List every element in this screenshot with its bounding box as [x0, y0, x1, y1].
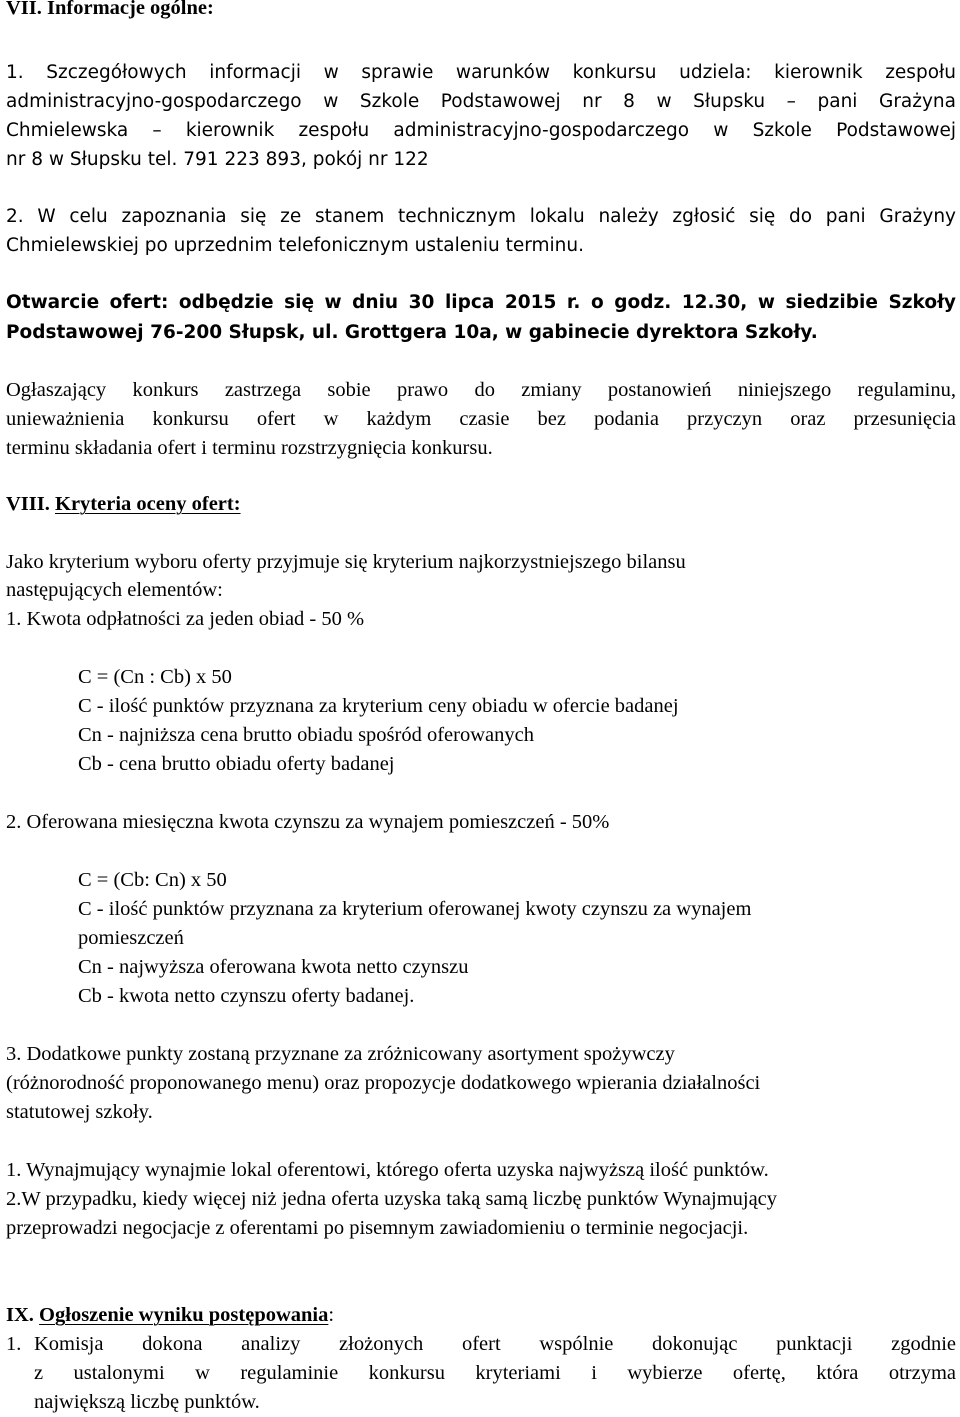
criterion1-formula: C = (Cn : Cb) x 50: [78, 666, 232, 688]
reservation-line1: Ogłaszający konkurs zastrzega sobie prawo do zmiany postanowień niniejszego regulaminu,: [6, 379, 956, 401]
ix-item1-number: 1.: [6, 1333, 22, 1355]
section-viii-title: Kryteria oceny ofert:: [55, 493, 241, 515]
criterion2-def-c-cont: pomieszczeń: [78, 927, 184, 949]
section-viii-number: VIII.: [6, 493, 50, 515]
outcome-line2: 2.W przypadku, kiedy więcej niż jedna oferta uzyska taką samą liczbę punktów Wynajmujący: [6, 1188, 778, 1210]
criterion1-def-cn: Cn - najniższa cena brutto obiadu spośród oferowanych: [78, 724, 534, 746]
section-ix-title: Ogłoszenie wyniku postępowania: [39, 1304, 329, 1326]
ix-item1-line3: największą liczbę punktów.: [34, 1391, 260, 1413]
viii-intro-line2: następujących elementów:: [6, 579, 223, 601]
ix-item1-line1: Komisja dokona analizy złożonych ofert wspólnie dokonując punktacji zgodnie: [34, 1333, 956, 1355]
vii-item2-line1: 2. W celu zapoznania się ze stanem technicznym lokalu należy zgłosić się do pani Grażyny: [6, 206, 956, 227]
criterion2-title: 2. Oferowana miesięczna kwota czynszu za wynajem pomieszczeń - 50%: [6, 811, 610, 833]
criterion2-formula: C = (Cb: Cn) x 50: [78, 869, 227, 891]
criterion3-line3: statutowej szkoły.: [6, 1101, 153, 1123]
reservation-line3: terminu składania ofert i terminu rozstrzygnięcia konkursu.: [6, 437, 493, 459]
criterion3-line1: 3. Dodatkowe punkty zostaną przyznane za zróżnicowany asortyment spożywczy: [6, 1043, 675, 1065]
section-vii-heading: VII. Informacje ogólne:: [6, 0, 214, 19]
section-ix-heading: [6, 1301, 956, 1330]
vii-item1-line2: administracyjno-gospodarczego w Szkole Podstawowej nr 8 w Słupsku – pani Grażyna: [6, 91, 956, 112]
criterion2-def-cn: Cn - najwyższa oferowana kwota netto czynszu: [78, 956, 469, 978]
vii-item2-line2: Chmielewskiej po uprzednim telefonicznym ustaleniu terminu.: [6, 235, 585, 256]
section-ix-colon: :: [328, 1304, 335, 1326]
vii-item1-line1: 1. Szczegółowych informacji w sprawie warunków konkursu udziela: kierownik zespołu: [6, 62, 956, 83]
criterion2-def-cb: Cb - kwota netto czynszu oferty badanej.: [78, 985, 415, 1007]
section-viii-heading: [6, 490, 956, 519]
criterion1-title: 1. Kwota odpłatności za jeden obiad - 50 %: [6, 608, 365, 630]
viii-intro-line1: Jako kryterium wyboru oferty przyjmuje się kryterium najkorzystniejszego bilansu: [6, 551, 686, 573]
vii-item1-line4: nr 8 w Słupsku tel. 791 223 893, pokój nr 122: [6, 149, 429, 170]
opening-line1: Otwarcie ofert: odbędzie się w dniu 30 lipca 2015 r. o godz. 12.30, w siedzibie Szkoły: [6, 292, 956, 313]
criterion1-def-c: C - ilość punktów przyznana za kryterium ceny obiadu w ofercie badanej: [78, 695, 679, 717]
criterion2-def-c: C - ilość punktów przyznana za kryterium oferowanej kwoty czynszu za wynajem: [78, 898, 752, 920]
criterion1-def-cb: Cb - cena brutto obiadu oferty badanej: [78, 753, 395, 775]
outcome-line1: 1. Wynajmujący wynajmie lokal oferentowi, którego oferta uzyska najwyższą ilość punktów.: [6, 1159, 769, 1181]
reservation-line2: unieważnienia konkursu ofert w każdym czasie bez podania przyczyn oraz przesunięcia: [6, 408, 956, 430]
opening-line2: Podstawowej 76-200 Słupsk, ul. Grottgera 10a, w gabinecie dyrektora Szkoły.: [6, 322, 818, 343]
vii-item1-line3: Chmielewska – kierownik zespołu administracyjno-gospodarczego w Szkole Podstawowej: [6, 120, 956, 141]
outcome-line3: przeprowadzi negocjacje z oferentami po pisemnym zawiadomieniu o terminie negocjacji.: [6, 1217, 749, 1239]
section-ix-number: IX.: [6, 1304, 34, 1326]
ix-item1-line2: z ustalonymi w regulaminie konkursu kryteriami i wybierze ofertę, która otrzyma: [34, 1362, 956, 1384]
criterion3-line2: (różnorodność proponowanego menu) oraz propozycje dodatkowego wpierania działalności: [6, 1072, 761, 1094]
